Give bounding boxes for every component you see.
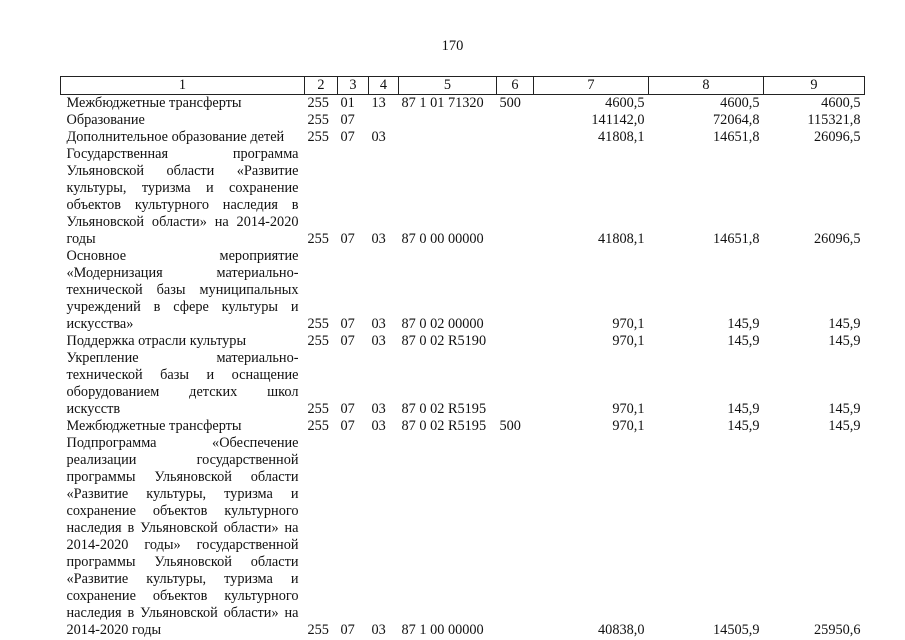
row-col-2: 255 [307, 401, 329, 417]
row-col-6 [497, 146, 534, 248]
row-col-7: 40838,0 [598, 622, 645, 638]
row-col-2: 255 [307, 231, 329, 247]
header-col-9: 9 [764, 77, 865, 95]
table-row [61, 435, 865, 639]
row-col-5: 87 0 02 00000 [401, 316, 484, 332]
row-name: Межбюджетные трансферты [66, 95, 242, 111]
row-col-3: 07 [340, 418, 355, 434]
row-col-4: 03 [371, 333, 386, 349]
row-col-5: 87 0 00 00000 [401, 231, 484, 247]
header-col-2: 2 [305, 77, 338, 95]
row-col-9: 115321,8 [807, 112, 861, 128]
row-col-6: 500 [499, 95, 521, 111]
table-header [61, 77, 865, 95]
row-col-4: 03 [371, 231, 386, 247]
row-col-3: 07 [340, 112, 355, 128]
row-col-6 [497, 350, 534, 418]
row-col-5 [399, 129, 497, 146]
row-col-8: 14651,8 [713, 231, 760, 247]
row-col-7: 970,1 [612, 418, 645, 434]
row-col-9: 4600,5 [821, 95, 861, 111]
table-row [61, 146, 865, 248]
row-name: Образование [66, 112, 145, 128]
row-col-7: 970,1 [612, 333, 645, 349]
row-col-4: 03 [371, 316, 386, 332]
row-name: Поддержка отрасли культуры [66, 333, 247, 349]
row-col-4: 13 [371, 95, 386, 111]
row-col-3: 07 [340, 401, 355, 417]
row-col-7: 41808,1 [598, 231, 645, 247]
row-col-8: 14651,8 [713, 129, 760, 145]
table-row [61, 129, 865, 146]
row-col-3: 07 [340, 333, 355, 349]
row-col-6: 500 [499, 418, 521, 434]
row-col-8: 145,9 [727, 401, 760, 417]
table-row [61, 418, 865, 435]
header-col-8: 8 [649, 77, 764, 95]
row-col-6 [497, 333, 534, 350]
row-col-5: 87 0 02 R5190 [401, 333, 487, 349]
header-col-4: 4 [369, 77, 399, 95]
row-col-2: 255 [307, 112, 329, 128]
row-col-8: 4600,5 [720, 95, 760, 111]
row-col-6 [497, 112, 534, 129]
row-col-7: 41808,1 [598, 129, 645, 145]
row-col-7: 970,1 [612, 316, 645, 332]
row-col-2: 255 [307, 95, 329, 111]
row-name: Подпрограмма «Обеспечение реализации государственной программы Ульяновской области «Развитие культуры, туризма и сохранение объектов культурного наследия в Ульяновской области» на 2014-2020 годы» государственной программы Ульяновской области «Развитие культуры, туризма и сохранение объектов культурного наследия в Ульяновской области» на 2014-2020 годы [66, 435, 299, 638]
row-name: Дополнительное образование детей [66, 129, 285, 145]
row-col-6 [497, 129, 534, 146]
row-col-7: 141142,0 [591, 112, 645, 128]
row-col-9: 26096,5 [814, 231, 861, 247]
table-row [61, 333, 865, 350]
row-name: Государственная программа Ульяновской области «Развитие культуры, туризма и сохранение объектов культурного наследия в Ульяновской области» на 2014-2020 годы [66, 146, 299, 247]
row-col-6 [497, 248, 534, 333]
row-col-8: 145,9 [727, 316, 760, 332]
header-col-5: 5 [399, 77, 497, 95]
row-col-7: 4600,5 [605, 95, 645, 111]
row-col-3: 01 [340, 95, 355, 111]
header-col-6: 6 [497, 77, 534, 95]
row-col-4: 03 [371, 418, 386, 434]
row-col-5: 87 1 00 00000 [401, 622, 484, 638]
row-col-4: 03 [371, 129, 386, 145]
row-col-3: 07 [340, 231, 355, 247]
row-col-8: 14505,9 [713, 622, 760, 638]
header-row [61, 77, 865, 95]
row-col-3: 07 [340, 316, 355, 332]
row-col-3: 07 [340, 622, 355, 638]
row-col-2: 255 [307, 129, 329, 145]
row-col-6 [497, 435, 534, 639]
row-col-8: 145,9 [727, 333, 760, 349]
row-col-5: 87 0 02 R5195 [401, 401, 487, 417]
row-col-7: 970,1 [612, 401, 645, 417]
row-col-5 [399, 112, 497, 129]
header-col-3: 3 [338, 77, 369, 95]
row-col-2: 255 [307, 316, 329, 332]
row-col-2: 255 [307, 333, 329, 349]
row-col-3: 07 [340, 129, 355, 145]
table-row [61, 350, 865, 418]
row-col-4: 03 [371, 401, 386, 417]
row-col-9: 145,9 [828, 401, 861, 417]
row-col-9: 145,9 [828, 316, 861, 332]
row-name: Межбюджетные трансферты [66, 418, 242, 434]
row-col-4 [369, 112, 399, 129]
table-row [61, 95, 865, 113]
row-col-5: 87 1 01 71320 [401, 95, 484, 111]
row-col-9: 145,9 [828, 418, 861, 434]
table-row [61, 248, 865, 333]
row-col-5: 87 0 02 R5195 [401, 418, 487, 434]
row-name: Основное мероприятие «Модернизация материально-технической базы муниципальных учреждений в сфере культуры и искусства» [66, 248, 299, 332]
row-col-9: 25950,6 [814, 622, 861, 638]
row-name: Укрепление материально-технической базы и оснащение оборудованием детских школ искусств [66, 350, 299, 417]
row-col-9: 145,9 [828, 333, 861, 349]
budget-table [60, 76, 865, 639]
table-row [61, 112, 865, 129]
row-col-2: 255 [307, 622, 329, 638]
row-col-4: 03 [371, 622, 386, 638]
row-col-9: 26096,5 [814, 129, 861, 145]
page-number: 170 [441, 38, 464, 54]
header-col-1: 1 [61, 77, 305, 95]
row-col-8: 72064,8 [713, 112, 760, 128]
header-col-7: 7 [534, 77, 649, 95]
row-col-2: 255 [307, 418, 329, 434]
row-col-8: 145,9 [727, 418, 760, 434]
